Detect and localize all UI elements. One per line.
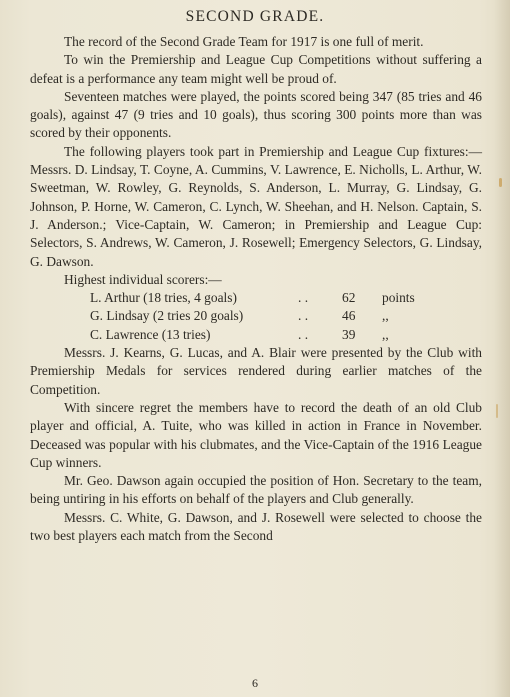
scorer-row — [30, 326, 482, 344]
section-heading: SECOND GRADE. — [185, 8, 325, 25]
paragraph-record: The record of the Second Grade Team for 1917 is one full of merit. — [64, 34, 424, 49]
scorer-points: 62 — [342, 290, 356, 306]
scorer-name: C. Lawrence (13 tries) — [90, 326, 211, 342]
scorer-leader-dots: . . — [298, 326, 309, 342]
paragraph-tuite: With sincere regret the members have to record the death of an old Club player and official, A. Tuite, who was killed in action in France in November. Deceased was popular with his clubmates, and the Vice-Captain of the 1916 League Cup winners. — [30, 399, 482, 470]
paragraph-selectors: Messrs. C. White, G. Dawson, and J. Rosewell were selected to choose the two best players each match from the Second — [30, 509, 482, 544]
paper-fleck — [499, 178, 502, 187]
scorer-unit: ,, — [382, 308, 389, 324]
scorer-row — [30, 289, 482, 307]
paragraph-players: The following players took part in Premiership and League Cup fixtures:—Messrs. D. Lindsay, T. Coyne, A. Cummins, V. Lawrence, E. Nicholls, L. Arthur, W. Sweetman, W. Rowley, G. Reynolds, S. Anderson, L. Murray, G. Lindsay, G. Johnson, P. Horne, W. Cameron, C. Lynch, W. Sheehan, and H. Nelson. Captain, S. J. Anderson.; Vice-Captain, W. Cameron; in Premiership and League Cup: Selectors, S. Andrews, W. Cameron, J. Rosewell; Emergency Selectors, G. Lindsay, G. Dawson. — [30, 143, 482, 269]
scorer-unit: points — [382, 290, 415, 306]
scorer-leader-dots: . . — [298, 308, 309, 324]
scorer-points: 46 — [342, 308, 356, 324]
scorer-name: G. Lindsay (2 tries 20 goals) — [90, 308, 244, 324]
paragraph-matches: Seventeen matches were played, the points scored being 347 (85 tries and 46 goals), against 47 (9 tries and 10 goals), thus scoring 300 points more than was scored by their opponents. — [30, 88, 482, 141]
scorer-unit: ,, — [382, 326, 389, 342]
paragraph-dawson: Mr. Geo. Dawson again occupied the position of Hon. Secretary to the team, being untiring in his efforts on behalf of the players and Club generally. — [30, 473, 482, 507]
page-number: 6 — [252, 676, 258, 690]
scorer-row — [30, 307, 482, 325]
paragraph-medals: Messrs. J. Kearns, G. Lucas, and A. Blair were presented by the Club with Premiership Medals for services rendered during earlier matches of the Competition. — [30, 345, 482, 397]
paper-fleck — [496, 404, 498, 418]
scorer-leader-dots: . . — [298, 290, 309, 306]
document-body — [30, 33, 482, 545]
scorers-heading: Highest individual scorers:— — [64, 271, 222, 287]
scorer-points: 39 — [342, 326, 356, 342]
page-edge-shadow — [494, 0, 510, 697]
scorer-name: L. Arthur (18 tries, 4 goals) — [90, 290, 237, 306]
paragraph-premiership: To win the Premiership and League Cup Competitions without suffering a defeat is a performance any team might well be proud of. — [30, 52, 482, 86]
